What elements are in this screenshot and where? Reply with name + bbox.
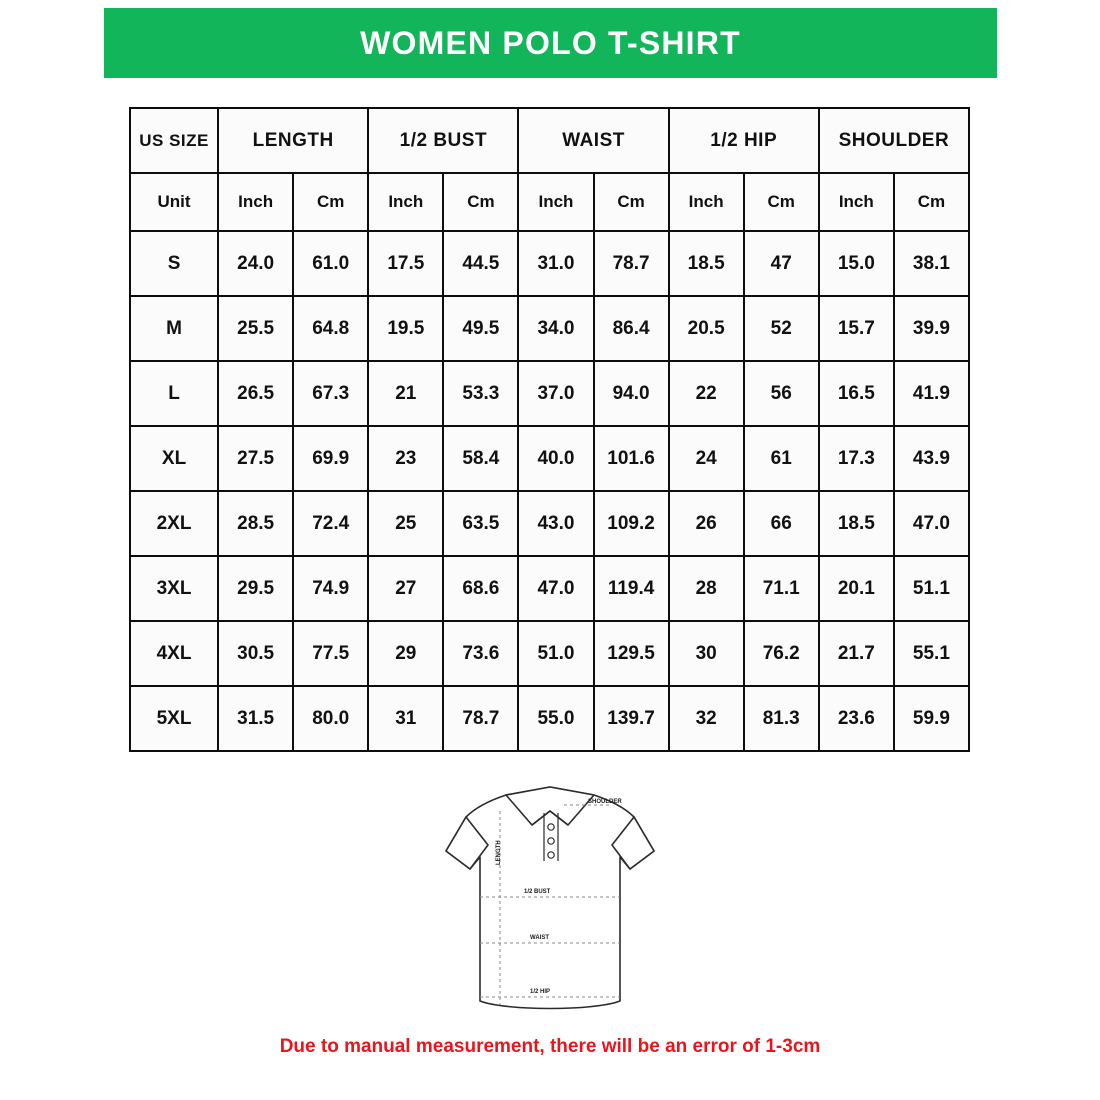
illustration-label-shoulder: SHOULDER: [588, 799, 622, 805]
size-table-container: [129, 107, 970, 752]
measurement-cell: 55.1: [894, 621, 969, 686]
unit-cell-6: Inch: [669, 173, 744, 231]
measurement-cell: 49.5: [443, 296, 518, 361]
size-label-cell: XL: [130, 426, 218, 491]
measurement-cell: 139.7: [594, 686, 669, 751]
measurement-cell: 37.0: [518, 361, 593, 426]
measurement-cell: 71.1: [744, 556, 819, 621]
measurement-cell: 18.5: [669, 231, 744, 296]
measurement-cell: 27: [368, 556, 443, 621]
table-row: [130, 296, 969, 361]
measurement-cell: 29.5: [218, 556, 293, 621]
measurement-cell: 16.5: [819, 361, 894, 426]
measurement-cell: 58.4: [443, 426, 518, 491]
measurement-cell: 28.5: [218, 491, 293, 556]
unit-cell-1: Cm: [293, 173, 368, 231]
unit-cell-7: Cm: [744, 173, 819, 231]
measurement-cell: 80.0: [293, 686, 368, 751]
unit-cell-4: Inch: [518, 173, 593, 231]
measurement-cell: 64.8: [293, 296, 368, 361]
measurement-cell: 47.0: [518, 556, 593, 621]
measurement-cell: 101.6: [594, 426, 669, 491]
size-label-cell: M: [130, 296, 218, 361]
size-label-cell: L: [130, 361, 218, 426]
measurement-cell: 47: [744, 231, 819, 296]
measurement-cell: 74.9: [293, 556, 368, 621]
column-header-us-size: US SIZE: [130, 108, 218, 173]
measurement-cell: 51.0: [518, 621, 593, 686]
measurement-cell: 43.0: [518, 491, 593, 556]
header-banner: [104, 8, 997, 78]
measurement-cell: 73.6: [443, 621, 518, 686]
measurement-cell: 17.3: [819, 426, 894, 491]
measurement-cell: 78.7: [443, 686, 518, 751]
measurement-cell: 76.2: [744, 621, 819, 686]
measurement-cell: 51.1: [894, 556, 969, 621]
column-group-half-hip: 1/2 HIP: [669, 108, 819, 173]
measurement-cell: 15.0: [819, 231, 894, 296]
measurement-cell: 63.5: [443, 491, 518, 556]
measurement-cell: 66: [744, 491, 819, 556]
measurement-cell: 68.6: [443, 556, 518, 621]
measurement-cell: 34.0: [518, 296, 593, 361]
measurement-cell: 23: [368, 426, 443, 491]
measurement-cell: 25: [368, 491, 443, 556]
measurement-cell: 61.0: [293, 231, 368, 296]
column-group-shoulder: SHOULDER: [819, 108, 969, 173]
measurement-cell: 23.6: [819, 686, 894, 751]
unit-cell-0: Inch: [218, 173, 293, 231]
measurement-cell: 94.0: [594, 361, 669, 426]
measurement-cell: 44.5: [443, 231, 518, 296]
column-group-half-bust: 1/2 BUST: [368, 108, 518, 173]
measurement-cell: 30: [669, 621, 744, 686]
illustration-label-half-hip: 1/2 HIP: [530, 989, 551, 995]
measurement-cell: 43.9: [894, 426, 969, 491]
measurement-cell: 40.0: [518, 426, 593, 491]
measurement-cell: 31: [368, 686, 443, 751]
size-label-cell: 5XL: [130, 686, 218, 751]
measurement-cell: 17.5: [368, 231, 443, 296]
unit-cell-3: Cm: [443, 173, 518, 231]
measurement-cell: 30.5: [218, 621, 293, 686]
table-row: [130, 361, 969, 426]
measurement-cell: 67.3: [293, 361, 368, 426]
table-row: [130, 686, 969, 751]
measurement-cell: 27.5: [218, 426, 293, 491]
measurement-disclaimer: Due to manual measurement, there will be an error of 1-3cm: [279, 1036, 821, 1057]
measurement-cell: 69.9: [293, 426, 368, 491]
size-table: [129, 107, 970, 752]
measurement-cell: 26.5: [218, 361, 293, 426]
garment-illustration: [436, 765, 664, 1027]
unit-cell-5: Cm: [594, 173, 669, 231]
measurement-cell: 119.4: [594, 556, 669, 621]
measurement-cell: 21: [368, 361, 443, 426]
measurement-cell: 32: [669, 686, 744, 751]
measurement-cell: 21.7: [819, 621, 894, 686]
size-label-cell: 3XL: [130, 556, 218, 621]
measurement-cell: 19.5: [368, 296, 443, 361]
measurement-cell: 86.4: [594, 296, 669, 361]
table-row: [130, 491, 969, 556]
measurement-cell: 22: [669, 361, 744, 426]
table-unit-row: [130, 173, 969, 231]
measurement-cell: 81.3: [744, 686, 819, 751]
measurement-cell: 41.9: [894, 361, 969, 426]
measurement-cell: 31.0: [518, 231, 593, 296]
unit-cell-8: Inch: [819, 173, 894, 231]
measurement-cell: 39.9: [894, 296, 969, 361]
measurement-cell: 20.5: [669, 296, 744, 361]
table-group-header-row: [130, 108, 969, 173]
table-row: [130, 231, 969, 296]
measurement-cell: 31.5: [218, 686, 293, 751]
measurement-cell: 61: [744, 426, 819, 491]
table-row: [130, 556, 969, 621]
measurement-cell: 59.9: [894, 686, 969, 751]
measurement-cell: 47.0: [894, 491, 969, 556]
measurement-cell: 20.1: [819, 556, 894, 621]
measurement-cell: 55.0: [518, 686, 593, 751]
table-row: [130, 426, 969, 491]
measurement-cell: 26: [669, 491, 744, 556]
measurement-cell: 18.5: [819, 491, 894, 556]
measurement-cell: 72.4: [293, 491, 368, 556]
measurement-cell: 15.7: [819, 296, 894, 361]
unit-row-label: Unit: [130, 173, 218, 231]
measurement-cell: 28: [669, 556, 744, 621]
illustration-label-length: LENGTH: [496, 840, 502, 865]
illustration-label-waist: WAIST: [530, 935, 549, 941]
measurement-cell: 77.5: [293, 621, 368, 686]
measurement-cell: 24.0: [218, 231, 293, 296]
column-group-waist: WAIST: [518, 108, 668, 173]
measurement-cell: 109.2: [594, 491, 669, 556]
size-label-cell: 2XL: [130, 491, 218, 556]
measurement-cell: 25.5: [218, 296, 293, 361]
illustration-label-half-bust: 1/2 BUST: [524, 889, 551, 895]
page-title: WOMEN POLO T-SHIRT: [360, 24, 741, 61]
unit-cell-2: Inch: [368, 173, 443, 231]
measurement-cell: 78.7: [594, 231, 669, 296]
measurement-cell: 29: [368, 621, 443, 686]
size-label-cell: S: [130, 231, 218, 296]
unit-cell-9: Cm: [894, 173, 969, 231]
column-group-length: LENGTH: [218, 108, 368, 173]
measurement-cell: 56: [744, 361, 819, 426]
table-row: [130, 621, 969, 686]
measurement-cell: 53.3: [443, 361, 518, 426]
measurement-cell: 38.1: [894, 231, 969, 296]
measurement-cell: 129.5: [594, 621, 669, 686]
measurement-cell: 24: [669, 426, 744, 491]
size-label-cell: 4XL: [130, 621, 218, 686]
measurement-cell: 52: [744, 296, 819, 361]
